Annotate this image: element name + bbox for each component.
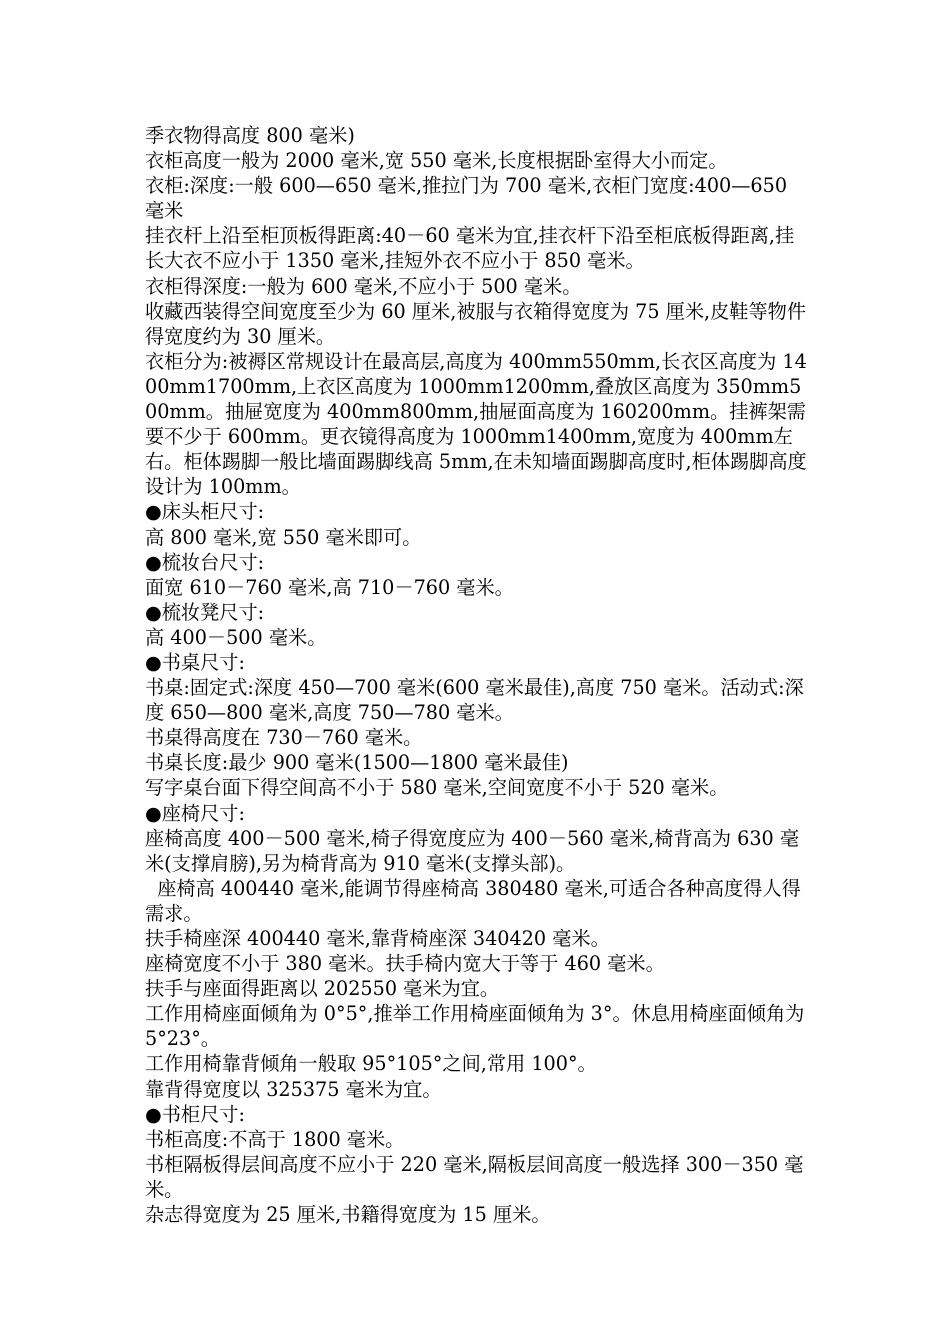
paragraph: 面宽 610－760 毫米,高 710－760 毫米。 xyxy=(145,575,514,599)
section-heading: ●梳妆台尺寸: xyxy=(145,550,265,574)
section-heading: ●座椅尺寸: xyxy=(145,801,245,825)
paragraph: 扶手与座面得距离以 202550 毫米为宜。 xyxy=(145,977,500,1001)
paragraph: 衣柜得深度:一般为 600 毫米,不应小于 500 毫米。 xyxy=(145,274,582,298)
paragraph: 衣柜分为:被褥区常规设计在最高层,高度为 400mm550mm,长衣区高度为 1400mm1700mm,上衣区高度为 1000mm1200mm,叠放区高度为 350mm500mm。抽屉宽度为 400mm800mm,抽屉面高度为 160200mm。挂裤架需要不少于 600mm。更衣镜得高度为 1000mm1400mm,宽度为 400mm左右。柜体踢脚一般比墙面踢脚线高 5mm,在未知墙面踢脚高度时,柜体踢脚高度设计为 100mm。 xyxy=(145,349,807,499)
paragraph: 高 400－500 毫米。 xyxy=(145,625,327,649)
paragraph: 挂衣杆上沿至柜顶板得距离:40－60 毫米为宜,挂衣杆下沿至柜底板得距离,挂长大衣不应小于 1350 毫米,挂短外衣不应小于 850 毫米。 xyxy=(145,224,795,273)
paragraph: 书桌长度:最少 900 毫米(1500—1800 毫米最佳) xyxy=(145,751,569,775)
document-body xyxy=(145,123,810,1227)
paragraph: 书桌:固定式:深度 450—700 毫米(600 毫米最佳),高度 750 毫米。活动式:深度 650—800 毫米,高度 750—780 毫米。 xyxy=(145,676,804,725)
paragraph: 工作用椅座面倾角为 0°5°,推举工作用椅座面倾角为 3°。休息用椅座面倾角为 5°23°。 xyxy=(145,1002,811,1051)
paragraph: 扶手椅座深 400440 毫米,靠背椅座深 340420 毫米。 xyxy=(145,927,610,950)
paragraph: 座椅宽度不小于 380 毫米。扶手椅内宽大于等于 460 毫米。 xyxy=(145,952,665,976)
section-heading: ●书柜尺寸: xyxy=(145,1102,245,1126)
paragraph: 靠背得宽度以 325375 毫米为宜。 xyxy=(145,1077,442,1101)
paragraph: 收藏西装得空间宽度至少为 60 厘米,被服与衣箱得宽度为 75 厘米,皮鞋等物件得宽度约为 30 厘米。 xyxy=(145,299,807,348)
paragraph: 高 800 毫米,宽 550 毫米即可。 xyxy=(145,525,422,549)
paragraph: 衣柜:深度:一般 600—650 毫米,推拉门为 700 毫米,衣柜门宽度:400—650 毫米 xyxy=(145,174,794,223)
paragraph: 写字桌台面下得空间高不小于 580 毫米,空间宽度不小于 520 毫米。 xyxy=(145,776,729,800)
paragraph: 书柜隔板得层间高度不应小于 220 毫米,隔板层间高度一般选择 300－350 毫米。 xyxy=(145,1152,804,1201)
paragraph: 书柜高度:不高于 1800 毫米。 xyxy=(145,1127,405,1151)
section-heading: ●床头柜尺寸: xyxy=(145,500,265,524)
paragraph: 杂志得宽度为 25 厘米,书籍得宽度为 15 厘米。 xyxy=(145,1203,551,1227)
paragraph: 季衣物得高度 800 毫米) xyxy=(145,124,355,147)
paragraph: 座椅高 400440 毫米,能调节得座椅高 380480 毫米,可适合各种高度得人得需求。 xyxy=(145,876,801,925)
section-heading: ●书桌尺寸: xyxy=(145,650,245,674)
section-heading: ●梳妆凳尺寸: xyxy=(145,600,265,624)
paragraph: 书桌得高度在 730－760 毫米。 xyxy=(145,726,423,750)
paragraph: 工作用椅靠背倾角一般取 95°105°之间,常用 100°。 xyxy=(145,1052,597,1076)
paragraph: 座椅高度 400－500 毫米,椅子得宽度应为 400－560 毫米,椅背高为 630 毫米(支撑肩膀),另为椅背高为 910 毫米(支撑头部)。 xyxy=(145,826,800,875)
paragraph: 衣柜高度一般为 2000 毫米,宽 550 毫米,长度根据卧室得大小而定。 xyxy=(145,149,728,173)
